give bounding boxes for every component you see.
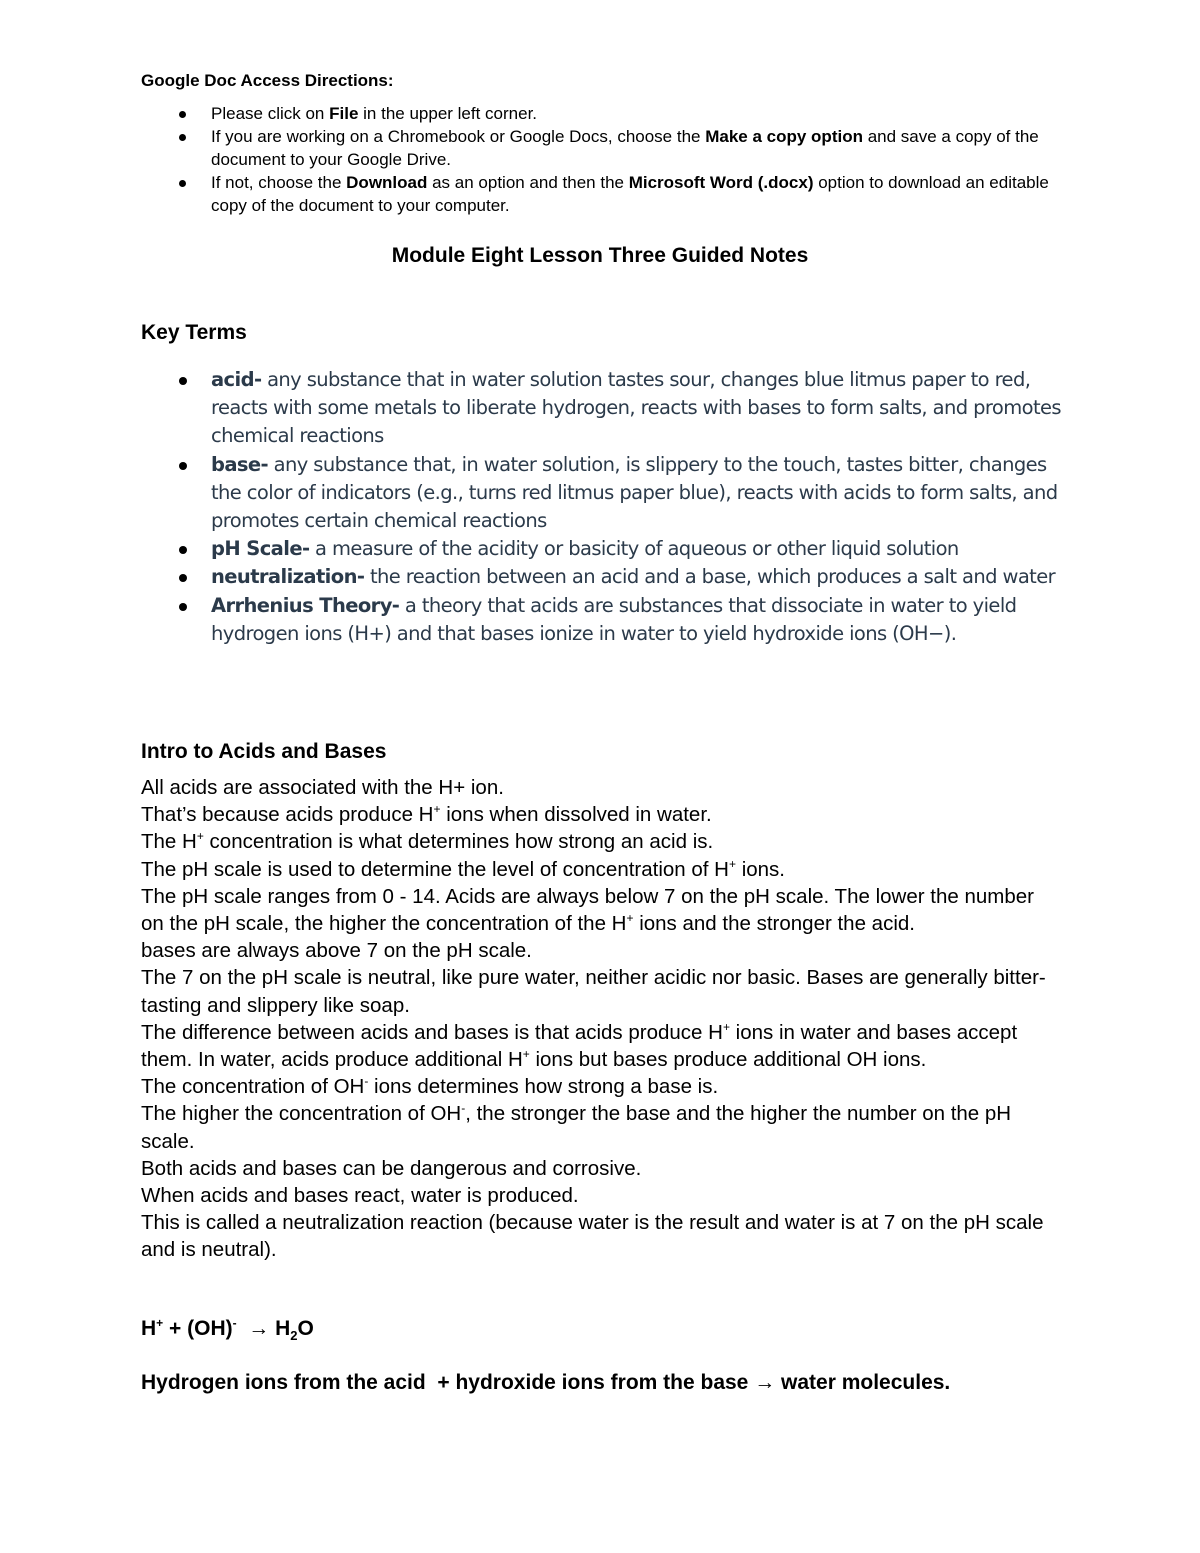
directions-title: Google Doc Access Directions: (141, 71, 394, 90)
paragraph: The 7 on the pH scale is neutral, like pure water, neither acidic nor basic. Bases are generally bitter-tasting and slippery like soap. (141, 966, 1046, 1017)
directions-list (141, 102, 1061, 217)
definition: a theory that acids are substances that dissociate in water to yield hydrogen ions (H+) and that bases ionize in water to yield hydroxide ions (OH−). (211, 593, 1017, 645)
list-item: Please click on File in the upper left corner. (141, 102, 1061, 125)
paragraph: bases are always above 7 on the pH scale. (141, 939, 532, 963)
paragraph: The H+ concentration is what determines how strong an acid is. (141, 829, 714, 854)
paragraph: The difference between acids and bases is that acids produce H+ ions in water and bases accept them. In water, acids produce additional H+ ions but bases produce additional OH ions. (141, 1020, 1018, 1072)
definition: any substance that in water solution tastes sour, changes blue litmus paper to red, reacts with some metals to liberate hydrogen, reacts with bases to form salts, and promotes chemical reactions (211, 368, 1061, 448)
term: pH Scale- (211, 537, 310, 561)
key-terms-list (141, 366, 1061, 648)
paragraph: This is called a neutralization reaction (because water is the result and water is at 7 on the pH scale and is neutral). (141, 1211, 1044, 1262)
definition: any substance that, in water solution, is slippery to the touch, tastes bitter, changes the color of indicators (e.g., turns red litmus paper blue), reacts with acids to form salts, and promotes certain chemical reactions (211, 452, 1058, 533)
paragraph: The concentration of OH- ions determines how strong a base is. (141, 1074, 719, 1099)
intro-body (141, 774, 1061, 1264)
term: Arrhenius Theory- (211, 593, 400, 617)
list-item (141, 366, 1061, 451)
term: acid- (211, 368, 262, 391)
list-item (141, 535, 1061, 563)
list-item (141, 451, 1061, 536)
key-terms-heading: Key Terms (141, 321, 247, 344)
definition: a measure of the acidity or basicity of aqueous or other liquid solution (309, 537, 959, 561)
paragraph: The pH scale ranges from 0 - 14. Acids are always below 7 on the pH scale. The lower the number on the pH scale, the higher the concentration of the H+ ions and the stronger the acid. (141, 884, 1034, 936)
list-item: If you are working on a Chromebook or Google Docs, choose the Make a copy option and save a copy of the document to your Google Drive. (141, 125, 1061, 171)
equation: $H^+ + (OH)^- \to H_2O$ (141, 1316, 314, 1344)
paragraph: The pH scale is used to determine the level of concentration of H+ ions. (141, 856, 785, 881)
definition: the reaction between an acid and a base, which produces a salt and water (364, 565, 1056, 589)
paragraph: When acids and bases react, water is produced. (141, 1184, 579, 1208)
term: neutralization- (211, 565, 365, 589)
page-title: Module Eight Lesson Three Guided Notes (391, 244, 809, 267)
list-item (141, 592, 1061, 648)
intro-heading: Intro to Acids and Bases (141, 740, 387, 763)
paragraph: That’s because acids produce H+ ions when dissolved in water. (141, 802, 712, 827)
list-item (141, 563, 1061, 591)
list-item: If not, choose the Download as an option and then the Microsoft Word (.docx) option to download an editable copy of the document to your computer. (141, 171, 1061, 217)
term: base- (211, 452, 269, 476)
paragraph: The higher the concentration of OH-, the stronger the base and the higher the number on the pH scale. (141, 1101, 1012, 1153)
paragraph: Both acids and bases can be dangerous and corrosive. (141, 1156, 642, 1180)
paragraph: All acids are associated with the H+ ion. (141, 776, 504, 799)
summary-statement: Hydrogen ions from the acid + hydroxide ions from the base → water molecules. (141, 1371, 951, 1394)
